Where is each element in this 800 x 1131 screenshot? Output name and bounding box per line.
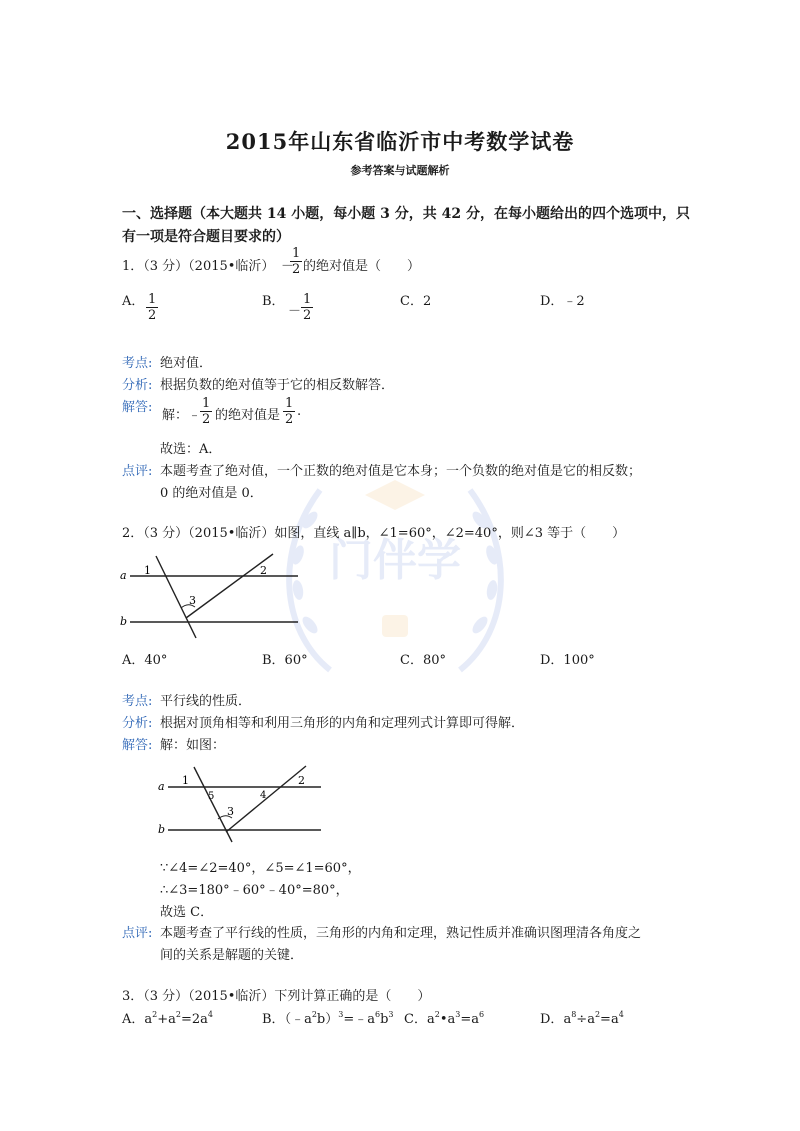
q3-option-d: D．$a^8\div a^2=a^4$ — [540, 1010, 624, 1027]
q1-stem: 1．（3 分）（2015•临沂） — [122, 259, 275, 274]
label-angle-3: 3 — [189, 594, 196, 607]
q1-dianping-label: 点评: — [122, 464, 153, 479]
q2-fenxi-label: 分析: — [122, 716, 153, 731]
svg-text:门伴学: 门伴学 — [329, 535, 461, 586]
label-b: b — [120, 615, 128, 628]
q1-jie-fraction-1: $\frac{1}{2}$ — [202, 396, 211, 427]
q2-kaodian-label: 考点: — [122, 694, 153, 709]
q1-jie-mid: 的绝对值是 — [215, 408, 281, 423]
q1-jie-fraction-2: $\frac{1}{2}$ — [285, 396, 294, 427]
label-angle-3: 3 — [227, 805, 234, 818]
q2-conclusion: 故选 C． — [160, 905, 214, 920]
q1-option-b-label: B． — [262, 294, 285, 309]
label-angle-1: 1 — [144, 564, 151, 577]
q2-option-d: D．100° — [540, 653, 595, 668]
q1-option-b-fraction: $\frac{1}{2}$ — [303, 292, 312, 323]
q2-dianping-line1: 本题考查了平行线的性质，三角形的内角和定理，熟记性质并准确识图理清各角度之 — [160, 926, 642, 941]
q1-fraction: $\frac{1}{2}$ — [292, 246, 301, 277]
label-angle-2: 2 — [298, 774, 305, 787]
q1-minus: － — [281, 259, 295, 274]
q1-kaodian: 绝对值． — [160, 356, 213, 371]
q3-option-b: B．$(﹣a^2b)^3=﹣a^6b^3$ — [262, 1010, 394, 1027]
q1-option-b-minus: － — [288, 304, 302, 319]
label-angle-2: 2 — [260, 564, 267, 577]
label-angle-4: 4 — [260, 790, 267, 801]
q2-dianping-line2: 间的关系是解题的关键． — [160, 948, 304, 963]
q1-jie-end: . — [297, 404, 302, 419]
q2-option-c: C．80° — [400, 653, 446, 668]
q1-option-a-label: A． — [122, 294, 145, 309]
label-b: b — [158, 823, 166, 836]
q2-jieda-label: 解答: — [122, 738, 153, 753]
q2-jie: 解：如图： — [160, 738, 226, 753]
q1-option-c: C．2 — [400, 294, 432, 309]
label-angle-1: 1 — [182, 774, 189, 787]
q1-conclusion: 故选：A． — [160, 442, 222, 457]
section-heading-line1: 一、选择题（本大题共 14 小题，每小题 3 分，共 42 分，在每小题给出的四个选项中，只 — [122, 206, 690, 222]
q2-option-a: A．40° — [122, 653, 168, 668]
q1-option-a-fraction: $\frac{1}{2}$ — [148, 292, 157, 323]
q1-jieda-label: 解答: — [122, 400, 153, 415]
q2-step2: ∴∠3=180°﹣60°﹣40°=80°， — [160, 883, 349, 898]
q2-option-b: B．60° — [262, 653, 308, 668]
q1-kaodian-label: 考点: — [122, 356, 153, 371]
q3-option-a: A．$a^2+a^2=2a^4$ — [122, 1010, 214, 1027]
q1-option-d: D．﹣2 — [540, 294, 585, 309]
label-angle-5: 5 — [208, 791, 215, 802]
label-a: a — [158, 780, 165, 793]
page-subtitle: 参考答案与试题解析 — [350, 164, 450, 177]
q2-step1: ∵∠4=∠2=40°，∠5=∠1=60°， — [160, 861, 361, 876]
q2-dianping-label: 点评: — [122, 926, 153, 941]
q1-fenxi-label: 分析: — [122, 378, 153, 393]
q2-solution-figure — [156, 762, 326, 846]
q2-fenxi: 根据对顶角相等和利用三角形的内角和定理列式计算即可得解． — [160, 716, 525, 731]
q2-figure — [118, 548, 318, 644]
q3-option-c: C．$a^2•a^3=a^6$ — [404, 1010, 485, 1027]
section-heading-line2: 有一项是符合题目要求的） — [122, 229, 290, 245]
q1-jie-prefix: 解：﹣ — [162, 408, 202, 423]
q1-stem-end: 的绝对值是（ ） — [303, 259, 421, 274]
q1-fenxi: 根据负数的绝对值等于它的相反数解答． — [160, 378, 395, 393]
q2-stem: 2．（3 分）（2015•临沂）如图，直线 a∥b，∠1=60°，∠2=40°，则∠3 等于（ ） — [122, 526, 626, 541]
label-a: a — [120, 569, 127, 582]
q2-kaodian: 平行线的性质． — [160, 694, 252, 709]
q1-dianping-line1: 本题考查了绝对值，一个正数的绝对值是它本身；一个负数的绝对值是它的相反数； — [160, 464, 642, 479]
page-title: 2015年山东省临沂市中考数学试卷 — [225, 129, 575, 154]
q3-stem: 3．（3 分）（2015•临沂）下列计算正确的是（ ） — [122, 989, 431, 1004]
q1-dianping-line2: 0 的绝对值是 0． — [160, 486, 263, 501]
